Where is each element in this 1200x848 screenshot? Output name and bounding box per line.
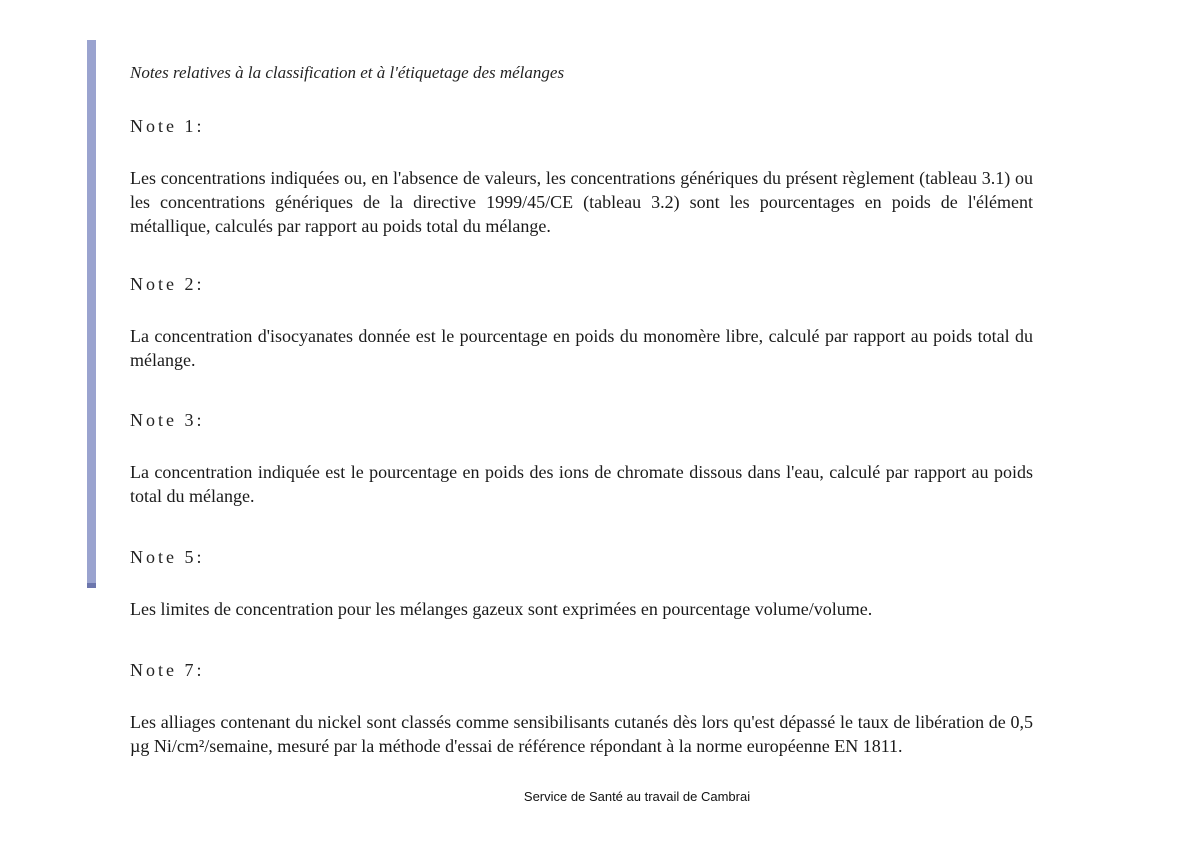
note-heading: Note 3: [130,410,205,430]
note-3 [130,408,1033,508]
note-body: Les concentrations indiquées ou, en l'absence de valeurs, les concentrations génériques du présent règlement (tableau 3.1) ou les concentrations génériques de la directive 1999/45/CE (tableau 3.2) sont les pourcentages en poids de l'élément métallique, calculés par rapport au poids total du mélange. [130,168,1033,236]
note-heading: Note 1: [130,116,205,136]
slide-accent-bar-end [87,583,96,588]
page-footer: Service de Santé au travail de Cambrai [523,789,751,804]
note-body: Les alliages contenant du nickel sont classés comme sensibilisants cutanés dès lors qu'est dépassé le taux de libération de 0,5 µg Ni/cm²/semaine, mesuré par la méthode d'essai de référence répondant à la norme européenne EN 1811. [130,712,1033,756]
note-7 [130,658,1033,758]
note-2 [130,272,1033,372]
note-heading: Note 5: [130,547,205,567]
note-body: La concentration indiquée est le pourcentage en poids des ions de chromate dissous dans l'eau, calculé par rapport au poids total du mélange. [130,462,1033,506]
note-heading: Note 7: [130,660,205,680]
document-title: Notes relatives à la classification et à l'étiquetage des mélanges [130,63,565,82]
note-1 [130,114,1033,238]
note-heading: Note 2: [130,274,205,294]
note-5 [130,545,1033,621]
note-body: La concentration d'isocyanates donnée est le pourcentage en poids du monomère libre, calculé par rapport au poids total du mélange. [130,326,1033,370]
slide-accent-bar [87,40,96,588]
note-body: Les limites de concentration pour les mélanges gazeux sont exprimées en pourcentage volume/volume. [130,599,873,619]
document-content [130,60,1033,756]
